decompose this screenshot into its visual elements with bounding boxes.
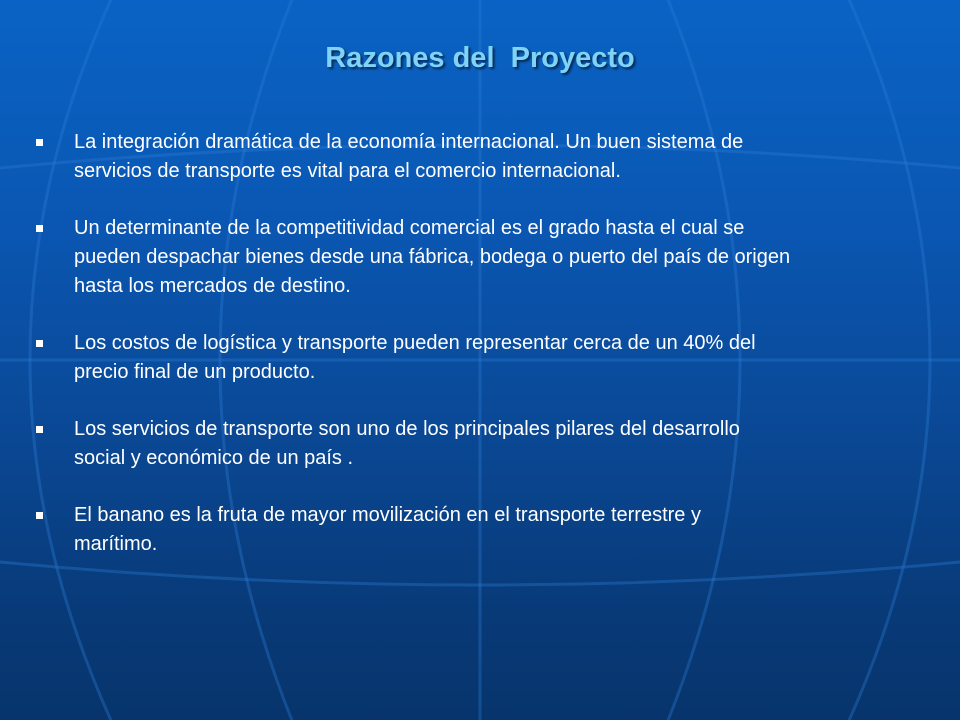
bullet-text: La integración dramática de la economía internacional. Un buen sistema de servicios de transporte es vital para el comercio internacional. [74,131,744,182]
square-bullet-icon [36,340,43,347]
bullet-item [36,128,916,186]
square-bullet-icon [36,426,43,433]
bullet-text: El banano es la fruta de mayor movilización en el transporte terrestre y marítimo. [74,504,701,555]
bullet-item [36,415,916,473]
bullet-text: Los servicios de transporte son uno de los principales pilares del desarrollo social y económico de un país . [74,418,740,469]
bullet-item [36,329,916,387]
bullet-text: Un determinante de la competitividad comercial es el grado hasta el cual se pueden despachar bienes desde una fábrica, bodega o puerto del país de origen hasta los mercados de destino. [74,217,791,297]
square-bullet-icon [36,225,43,232]
slide-title: Razones del Proyecto [325,42,635,74]
bullet-text: Los costos de logística y transporte pueden representar cerca de un 40% del precio final de un producto. [74,332,756,383]
bullet-item [36,501,916,559]
bullet-item [36,214,916,301]
square-bullet-icon [36,139,43,146]
bullet-list [36,128,916,587]
square-bullet-icon [36,512,43,519]
